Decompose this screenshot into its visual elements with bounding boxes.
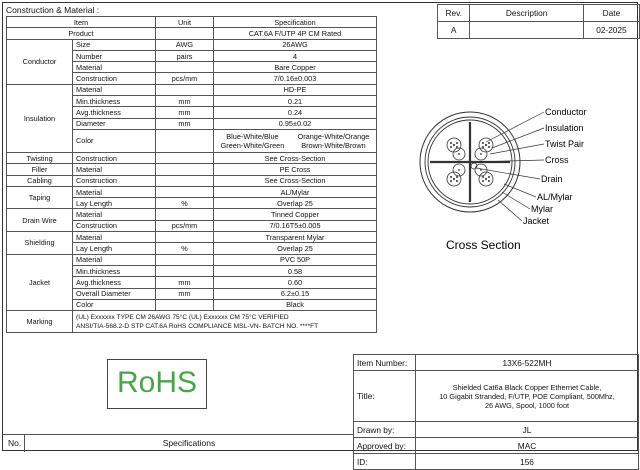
header-unit: Unit: [156, 17, 214, 28]
label-cross: Cross: [545, 155, 569, 165]
row-unit: mm: [156, 288, 214, 299]
row-name: Material: [73, 254, 156, 265]
row-spec: Transparent Mylar: [214, 232, 377, 243]
table-row: [7, 152, 377, 163]
label-conductor: Conductor: [545, 107, 587, 117]
revision-table: [437, 4, 640, 39]
color-line: Blue-White/Blue: [226, 131, 279, 141]
row-spec: See Cross-Section: [214, 175, 377, 186]
title-line: Shielded Cat6a Black Copper Ethernet Cable,: [452, 382, 602, 392]
group-taping: Taping: [7, 186, 73, 209]
approved-by-label: Approved by:: [354, 438, 416, 454]
title-line: 26 AWG, Spool, 1000 foot: [484, 400, 570, 410]
group-jacket: Jacket: [7, 254, 73, 310]
row-spec: AL/Mylar: [214, 186, 377, 197]
row-spec: Tinned Copper: [214, 209, 377, 220]
row-unit: mm: [156, 96, 214, 107]
footer-specifications: Specifications: [162, 438, 216, 448]
marking-line: ANSI/TIA-568.2-D STP CAT.6A RoHS COMPLIANCE MSL-VN- BATCH NO. ****FT: [76, 322, 319, 330]
row-name: Material: [73, 232, 156, 243]
table-row: [7, 84, 377, 95]
row-name: Color: [73, 299, 156, 310]
row-name: Construction: [73, 73, 156, 84]
row-name: Construction: [73, 220, 156, 231]
row-spec: See Cross-Section: [214, 152, 377, 163]
row-spec: HD-PE: [214, 84, 377, 95]
label-insulation: Insulation: [545, 123, 584, 133]
desc-value: [470, 22, 583, 39]
row-unit: mm: [156, 107, 214, 118]
rev-value: A: [438, 22, 470, 39]
row-spec: Overlap 25: [214, 243, 377, 254]
row-name: Avg.thickness: [73, 107, 156, 118]
group-conductor: Conductor: [7, 39, 73, 84]
table-row: [7, 186, 377, 197]
cross-section-title: Cross Section: [446, 238, 521, 252]
row-name: Material: [73, 62, 156, 73]
group-filler: Filler: [7, 164, 73, 175]
row-spec: Overlap 25: [214, 198, 377, 209]
row-unit: [156, 254, 214, 265]
color-line: Green-White/Green: [220, 140, 285, 150]
row-spec: 0.95±0.02: [214, 118, 377, 129]
row-unit: [156, 186, 214, 197]
label-drain: Drain: [541, 174, 563, 184]
title-line: 10 Gigabit Stranded, F/UTP, POE Compliant, 500Mhz,: [439, 391, 615, 401]
row-spec: 6.2±0.15: [214, 288, 377, 299]
label-mylar: Mylar: [531, 204, 553, 214]
id-value: 156: [416, 454, 639, 470]
row-spec: 0.58: [214, 265, 377, 276]
row-unit: [156, 152, 214, 163]
drawn-by-value: JL: [416, 422, 639, 438]
header-spec: Specification: [214, 17, 377, 28]
row-name: Material: [73, 84, 156, 95]
row-spec: PVC 50P: [214, 254, 377, 265]
row-name: Avg.thickness: [73, 277, 156, 288]
row-name: Lay Length: [73, 243, 156, 254]
drawn-by-label: Drawn by:: [354, 422, 416, 438]
label-twist-pair: Twist Pair: [545, 139, 585, 149]
row-spec: 0.21: [214, 96, 377, 107]
table-row: [7, 164, 377, 175]
row-unit: [156, 84, 214, 95]
row-unit: [156, 164, 214, 175]
row-name: Number: [73, 50, 156, 61]
cross-section-diagram: [418, 98, 588, 258]
row-spec: 7/0.16T5±0.005: [214, 220, 377, 231]
row-spec: 4: [214, 50, 377, 61]
marking-text: [73, 311, 377, 333]
row-name: Material: [73, 186, 156, 197]
rohs-text: RoHS: [116, 366, 198, 399]
row-unit: [156, 232, 214, 243]
marking-line: (UL) Exxxxxx TYPE CM 26AWG 75°C (UL) Exxxxxx CM 75°C VERIFIED: [76, 313, 289, 321]
row-unit: [156, 175, 214, 186]
rohs-badge: [107, 359, 207, 409]
id-label: ID:: [354, 454, 416, 470]
table-row: [7, 28, 377, 39]
row-spec: 0.60: [214, 277, 377, 288]
row-unit: mm: [156, 277, 214, 288]
group-twisting: Twisting: [7, 152, 73, 163]
footer-bar: [2, 434, 353, 452]
desc-header: Description: [470, 5, 583, 22]
date-value: 02-2025: [583, 22, 639, 39]
table-row: [7, 254, 377, 265]
row-spec: PE Cross: [214, 164, 377, 175]
item-number-value: 13X6-522MH: [416, 355, 639, 371]
insulation-colors: [214, 129, 377, 152]
group-insulation: Insulation: [7, 84, 73, 152]
item-number-label: Item Number:: [354, 355, 416, 371]
row-name: Overall Diameter: [73, 288, 156, 299]
row-unit: %: [156, 198, 214, 209]
row-unit: [156, 62, 214, 73]
title-value: [416, 371, 639, 422]
row-unit: [156, 299, 214, 310]
date-header: Date: [583, 5, 639, 22]
group-shielding: Shielding: [7, 232, 73, 255]
row-unit: [156, 265, 214, 276]
footer-no: No.: [8, 438, 22, 448]
table-row: [7, 311, 377, 333]
row-spec: Black: [214, 299, 377, 310]
product-label: Product: [7, 28, 156, 39]
table-row: [7, 209, 377, 220]
group-marking: Marking: [7, 311, 73, 333]
row-unit: mm: [156, 118, 214, 129]
group-drain-wire: Drain Wire: [7, 209, 73, 232]
product-value: CAT.6A F/UTP 4P CM Rated: [214, 28, 377, 39]
row-name: Construction: [73, 175, 156, 186]
header-item: Item: [7, 17, 156, 28]
section-header: Construction & Material :: [6, 5, 100, 15]
row-spec: 26AWG: [214, 39, 377, 50]
table-row: [7, 232, 377, 243]
row-unit: pcs/mm: [156, 73, 214, 84]
row-unit: pairs: [156, 50, 214, 61]
row-unit: AWG: [156, 39, 214, 50]
row-name: Diameter: [73, 118, 156, 129]
color-line: Brown-White/Brown: [301, 140, 366, 150]
row-name: Min.thickness: [73, 265, 156, 276]
title-label: Title:: [354, 371, 416, 422]
row-name: Material: [73, 209, 156, 220]
row-spec: Bare Copper: [214, 62, 377, 73]
row-unit: [156, 209, 214, 220]
group-cabling: Cabling: [7, 175, 73, 186]
row-unit: %: [156, 243, 214, 254]
row-name: Size: [73, 39, 156, 50]
row-spec: 7/0.16±0.003: [214, 73, 377, 84]
row-name: Min.thickness: [73, 96, 156, 107]
approved-by-value: MAC: [416, 438, 639, 454]
row-unit: pcs/mm: [156, 220, 214, 231]
rev-header: Rev.: [438, 5, 470, 22]
label-al-mylar: AL/Mylar: [537, 192, 573, 202]
table-row: [7, 39, 377, 50]
row-name: Color: [73, 129, 156, 152]
row-name: Lay Length: [73, 198, 156, 209]
row-spec: 0.24: [214, 107, 377, 118]
color-line: Orange-White/Orange: [297, 131, 370, 141]
row-name: Material: [73, 164, 156, 175]
label-jacket: Jacket: [523, 216, 550, 226]
table-header-row: [7, 17, 377, 28]
spec-table: [6, 16, 377, 333]
table-row: [7, 175, 377, 186]
row-name: Construction: [73, 152, 156, 163]
